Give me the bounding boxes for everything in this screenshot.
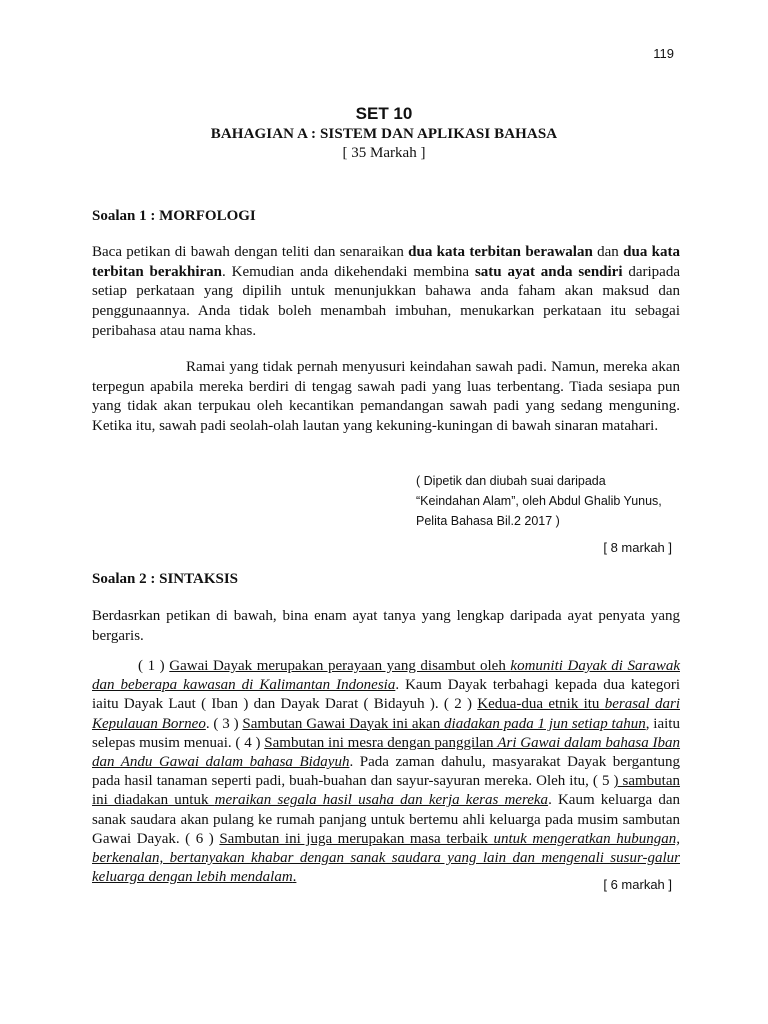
underlined-statement: meraikan segala hasil usaha dan kerja keras mereka <box>214 792 549 809</box>
instruction-bold-text: dua kata terbitan berawalan <box>408 244 593 260</box>
passage-body <box>92 658 680 885</box>
instruction-bold-text: satu ayat anda sendiri <box>474 263 623 280</box>
source-line-1: ( Dipetik dan diubah suai daripada <box>416 474 606 488</box>
underlined-statement: ) sambutan ini diadakan untuk <box>92 773 680 809</box>
question-1-marks: [ 8 markah ] <box>603 540 672 555</box>
underlined-statement: Sambutan Gawai Dayak ini akan <box>242 715 445 732</box>
passage-source <box>416 471 686 531</box>
question-2-instruction: Berdasrkan petikan di bawah, bina enam ayat tanya yang lengkap daripada ayat penyata yang bergaris. <box>92 608 680 644</box>
question-1-heading: Soalan 1 : MORFOLOGI <box>92 208 256 224</box>
underlined-statement: Gawai Dayak merupakan perayaan yang disambut oleh <box>169 658 511 674</box>
passage-text: . Pada zaman dahulu, masyarakat Dayak bergantung pada hasil tanaman seperti padi, buah-buahan dan sayur-sayuran mereka. Oleh itu, ( 5 <box>92 754 680 790</box>
passage-text: ( 1 ) <box>138 658 170 674</box>
question-1-instruction <box>92 243 680 342</box>
question-2-marks: [ 6 markah ] <box>603 877 672 892</box>
instruction-text: dan <box>592 244 624 260</box>
source-line-3: Pelita Bahasa Bil.2 2017 ) <box>416 514 560 528</box>
underlined-statement: Sambutan ini mesra dengan panggilan <box>264 734 498 751</box>
source-line-2: “Keindahan Alam”, oleh Abdul Ghalib Yunus, <box>416 494 662 508</box>
passage-text: . Kaum Dayak terbahagi kepada dua kategori iaitu Dayak Laut ( Iban ) dan Dayak Darat ( Bidayuh ). ( 2 ) <box>92 677 680 713</box>
page-number: 119 <box>653 46 674 61</box>
underlined-statement: untuk mengeratkan hubungan, berkenalan, bertanyakan khabar dengan sanak saudara yang lain dan mengenali susur-galur keluarga dengan lebih mendalam <box>92 830 680 886</box>
underlined-statement: diadakan pada 1 jun setiap tahun <box>444 715 646 732</box>
section-marks: [ 35 Markah ] <box>342 145 426 161</box>
instruction-text: daripada setiap perkataan yang dipilih untuk menunjukkan bahawa anda faham akan maksud dan penggunaannya. Anda tidak boleh menambah imbuhan, menukarkan perkataan itu sebagai peribahasa atau nama khas. <box>92 263 680 339</box>
passage-text: . ( 3 ) <box>205 715 243 732</box>
question-2-heading: Soalan 2 : SINTAKSIS <box>92 571 239 587</box>
section-title: BAHAGIAN A : SISTEM DAN APLIKASI BAHASA <box>210 126 558 142</box>
underlined-statement: Ari Gawai dalam bahasa Iban dan Andu Gawai dalam bahasa Bidayuh <box>92 734 681 771</box>
passage-text: Ramai yang tidak pernah menyusuri keindahan sawah padi. Namun, mereka akan terpegun apabila mereka berdiri di tengag sawah padi yang luas terbentang. Tiada sesiapa pun yang tidak akan terpukau oleh kecantikan pemandangan sawah padi yang sedang menguning. Ketika itu, sawah padi seolah-olah lautan yang kekuning-kuningan di bawah sinaran matahari. <box>92 359 680 435</box>
instruction-bold-text: dua kata terbitan berakhiran <box>92 244 680 280</box>
underlined-statement: Sambutan ini juga merupakan masa terbaik <box>219 830 494 847</box>
set-title: SET 10 <box>355 104 413 123</box>
underlined-statement: Kedua-dua etnik itu <box>477 696 605 713</box>
underlined-statement: komuniti Dayak di Sarawak dan beberapa kawasan di Kalimantan Indonesia <box>92 658 680 694</box>
passage-text: . Kaum keluarga dan sanak saudara akan pulang ke rumah panjang untuk bertemu ahli keluarga pada musim sambutan Gawai Dayak. ( 6 ) <box>92 792 680 847</box>
question-2-passage <box>92 657 680 887</box>
underlined-statement: . <box>292 869 297 886</box>
question-1-passage <box>92 358 680 437</box>
instruction-text: Baca petikan di bawah dengan teliti dan senaraikan <box>92 244 409 260</box>
passage-text: , iaitu selepas musim menuai. ( 4 ) <box>92 715 680 751</box>
underlined-statement: berasal dari Kepulauan Borneo <box>92 696 680 732</box>
instruction-text: . Kemudian anda dikehendaki membina <box>222 263 475 280</box>
